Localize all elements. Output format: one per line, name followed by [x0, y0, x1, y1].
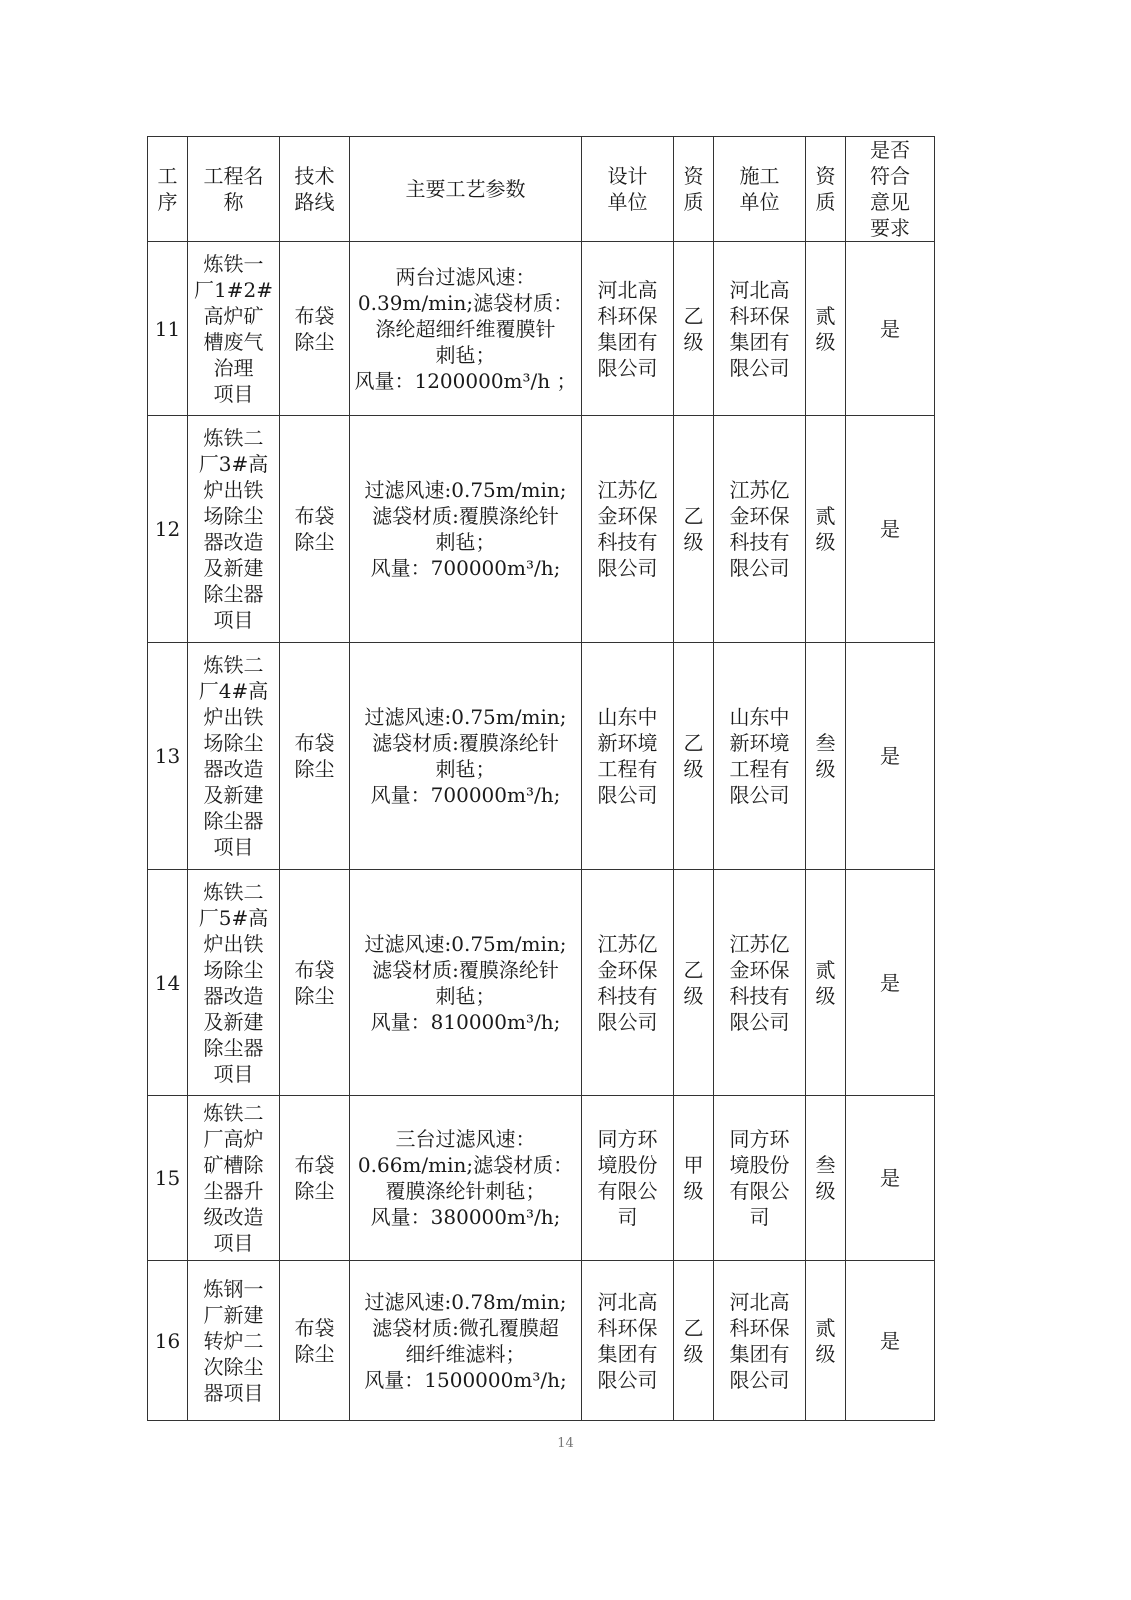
cell-construct-qual: 贰 级 — [806, 416, 846, 643]
header-compliant: 是否 符合 意见 要求 — [846, 137, 935, 242]
header-project: 工程名 称 — [188, 137, 280, 242]
cell-project: 炼铁二 厂高炉 矿槽除 尘器升 级改造 项目 — [188, 1096, 280, 1261]
cell-seq: 16 — [148, 1261, 188, 1421]
cell-route: 布袋 除尘 — [280, 1261, 350, 1421]
cell-construct-unit: 山东中 新环境 工程有 限公司 — [714, 643, 806, 870]
cell-params: 过滤风速:0.75m/min; 滤袋材质:覆膜涤纶针 刺毡； 风量：700000m³/h; — [350, 643, 582, 870]
cell-design-unit: 江苏亿 金环保 科技有 限公司 — [582, 416, 674, 643]
project-table — [147, 136, 935, 1421]
table-row — [148, 1096, 935, 1261]
cell-compliant: 是 — [846, 870, 935, 1096]
header-construct-qual: 资 质 — [806, 137, 846, 242]
cell-compliant: 是 — [846, 242, 935, 416]
cell-design-qual: 乙 级 — [674, 1261, 714, 1421]
cell-compliant: 是 — [846, 1096, 935, 1261]
cell-compliant: 是 — [846, 416, 935, 643]
cell-params: 三台过滤风速： 0.66m/min;滤袋材质： 覆膜涤纶针刺毡； 风量：380000m³/h; — [350, 1096, 582, 1261]
cell-design-unit: 同方环 境股份 有限公 司 — [582, 1096, 674, 1261]
cell-seq: 14 — [148, 870, 188, 1096]
table-row — [148, 1261, 935, 1421]
cell-construct-qual: 贰 级 — [806, 870, 846, 1096]
cell-design-unit: 河北高 科环保 集团有 限公司 — [582, 242, 674, 416]
cell-seq: 15 — [148, 1096, 188, 1261]
cell-construct-qual: 叁 级 — [806, 643, 846, 870]
cell-compliant: 是 — [846, 1261, 935, 1421]
header-row — [148, 137, 935, 242]
cell-params: 过滤风速:0.78m/min; 滤袋材质:微孔覆膜超 细纤维滤料； 风量：1500000m³/h; — [350, 1261, 582, 1421]
cell-project: 炼钢一 厂新建 转炉二 次除尘 器项目 — [188, 1261, 280, 1421]
cell-project: 炼铁二 厂5#高 炉出铁 场除尘 器改造 及新建 除尘器 项目 — [188, 870, 280, 1096]
cell-route: 布袋 除尘 — [280, 1096, 350, 1261]
cell-route: 布袋 除尘 — [280, 242, 350, 416]
cell-design-unit: 江苏亿 金环保 科技有 限公司 — [582, 870, 674, 1096]
header-design-qual: 资 质 — [674, 137, 714, 242]
header-design-unit: 设计 单位 — [582, 137, 674, 242]
cell-project: 炼铁一 厂1#2# 高炉矿 槽废气 治理 项目 — [188, 242, 280, 416]
cell-design-qual: 乙 级 — [674, 242, 714, 416]
cell-design-qual: 乙 级 — [674, 416, 714, 643]
cell-design-unit: 河北高 科环保 集团有 限公司 — [582, 1261, 674, 1421]
cell-params: 两台过滤风速： 0.39m/min;滤袋材质： 涤纶超细纤维覆膜针 刺毡； 风量：1200000m³/h ； — [350, 242, 582, 416]
cell-construct-qual: 贰 级 — [806, 242, 846, 416]
cell-params: 过滤风速:0.75m/min; 滤袋材质:覆膜涤纶针 刺毡； 风量：810000m³/h; — [350, 870, 582, 1096]
cell-project: 炼铁二 厂4#高 炉出铁 场除尘 器改造 及新建 除尘器 项目 — [188, 643, 280, 870]
cell-seq: 13 — [148, 643, 188, 870]
cell-design-qual: 乙 级 — [674, 643, 714, 870]
table-row — [148, 416, 935, 643]
cell-seq: 11 — [148, 242, 188, 416]
cell-construct-unit: 河北高 科环保 集团有 限公司 — [714, 242, 806, 416]
header-construct-unit: 施工 单位 — [714, 137, 806, 242]
header-seq: 工 序 — [148, 137, 188, 242]
cell-project: 炼铁二 厂3#高 炉出铁 场除尘 器改造 及新建 除尘器 项目 — [188, 416, 280, 643]
cell-construct-unit: 江苏亿 金环保 科技有 限公司 — [714, 870, 806, 1096]
cell-construct-unit: 河北高 科环保 集团有 限公司 — [714, 1261, 806, 1421]
cell-construct-unit: 同方环 境股份 有限公 司 — [714, 1096, 806, 1261]
header-params: 主要工艺参数 — [350, 137, 582, 242]
cell-params: 过滤风速:0.75m/min; 滤袋材质:覆膜涤纶针 刺毡； 风量：700000m³/h; — [350, 416, 582, 643]
cell-route: 布袋 除尘 — [280, 416, 350, 643]
cell-design-qual: 甲 级 — [674, 1096, 714, 1261]
page-number: 14 — [557, 1436, 574, 1451]
cell-seq: 12 — [148, 416, 188, 643]
cell-construct-qual: 贰 级 — [806, 1261, 846, 1421]
cell-compliant: 是 — [846, 643, 935, 870]
cell-design-qual: 乙 级 — [674, 870, 714, 1096]
cell-route: 布袋 除尘 — [280, 643, 350, 870]
cell-construct-unit: 江苏亿 金环保 科技有 限公司 — [714, 416, 806, 643]
table-row — [148, 870, 935, 1096]
table-row — [148, 242, 935, 416]
cell-design-unit: 山东中 新环境 工程有 限公司 — [582, 643, 674, 870]
cell-construct-qual: 叁 级 — [806, 1096, 846, 1261]
header-route: 技术 路线 — [280, 137, 350, 242]
table-row — [148, 643, 935, 870]
cell-route: 布袋 除尘 — [280, 870, 350, 1096]
